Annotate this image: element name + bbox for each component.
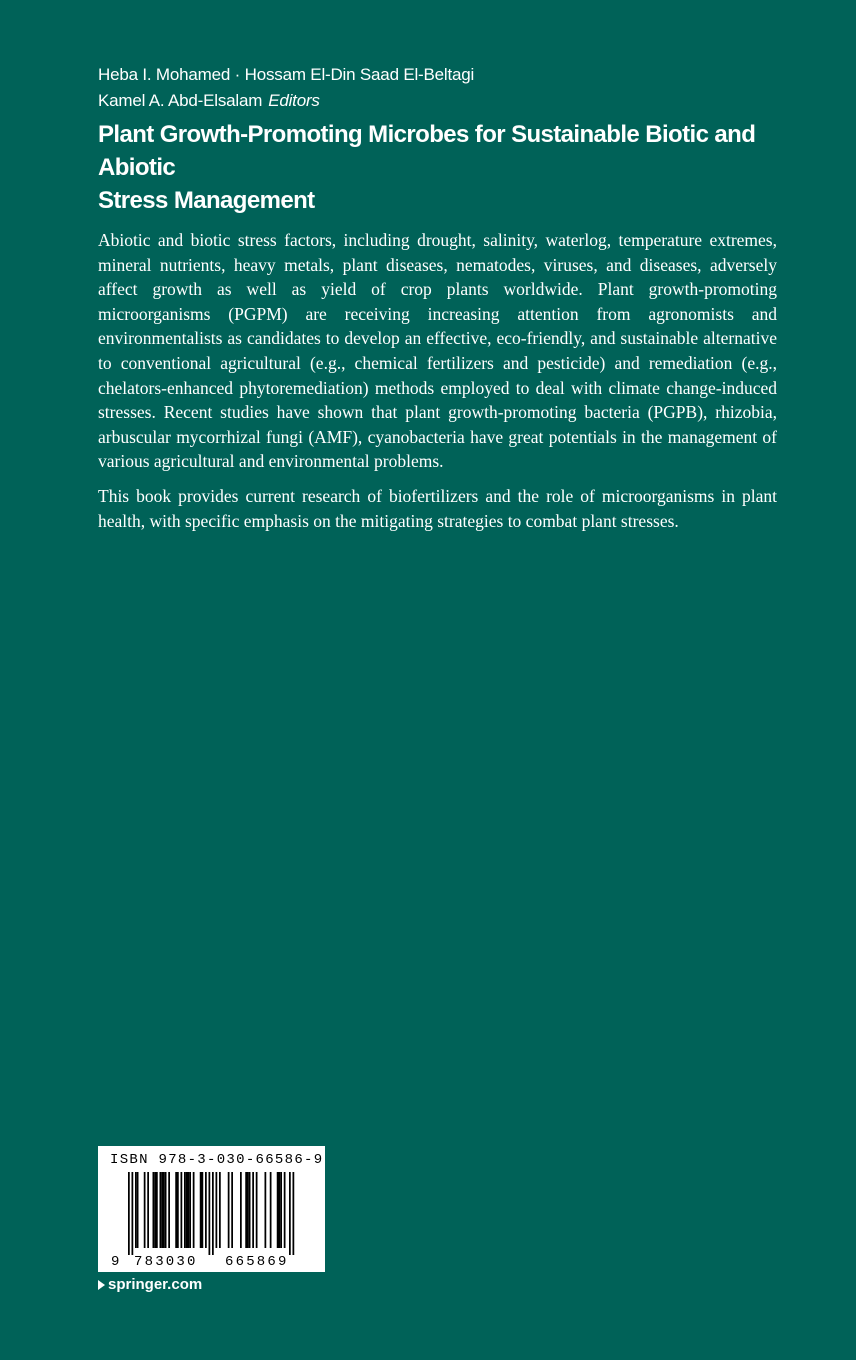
barcode-bar bbox=[147, 1172, 149, 1248]
publisher-url: springer.com bbox=[108, 1276, 203, 1293]
barcode-bar bbox=[144, 1172, 146, 1248]
blurb-paragraph-1: Abiotic and biotic stress factors, including drought, salinity, waterlog, temperature extremes, mineral nutrients, heavy metals, plant diseases, nematodes, viruses, and diseases, adversely affect growth as well as yield of crop plants worldwide. Plant growth-promoting microorganisms (PGPM) are receiving increasing attention from agronomists and environmentalists as candidates to develop an effective, eco-friendly, and sustainable alternative to conventional agricultural (e.g., chemical fertilizers and pesticide) and remediation (e.g., chelators-enhanced phytoremediation) methods employed to deal with climate change-induced stresses. Recent studies have shown that plant growth-promoting bacteria (PGPB), rhizobia, arbuscular mycorrhizal fungi (AMF), cyanobacteria have great potentials in the management of various agricultural and environmental problems. bbox=[98, 230, 777, 472]
barcode-bar bbox=[184, 1172, 186, 1248]
editors-block bbox=[98, 62, 798, 114]
barcode-bar bbox=[245, 1172, 247, 1248]
barcode-bar bbox=[165, 1172, 167, 1248]
barcode-bar bbox=[280, 1172, 282, 1248]
barcode-first-digit: 9 bbox=[111, 1254, 120, 1270]
book-blurb bbox=[98, 228, 777, 543]
barcode-bar bbox=[256, 1172, 258, 1248]
book-title-line-2: Stress Management bbox=[98, 187, 315, 214]
barcode-bar bbox=[153, 1172, 155, 1248]
barcode-bar bbox=[128, 1172, 130, 1255]
barcode-bar bbox=[163, 1172, 165, 1248]
barcode-bar bbox=[228, 1172, 230, 1248]
barcode-bar bbox=[175, 1172, 177, 1248]
editors-line-2 bbox=[98, 88, 798, 114]
barcode-bar bbox=[135, 1172, 137, 1248]
barcode-bar bbox=[168, 1172, 170, 1248]
barcode-bar bbox=[252, 1172, 254, 1248]
barcode-bar bbox=[200, 1172, 202, 1248]
barcode-bar bbox=[247, 1172, 249, 1248]
barcode-bars bbox=[128, 1172, 294, 1255]
blurb-paragraph-2: This book provides current research of biofertilizers and the role of microorganisms in plant health, with specific emphasis on the mitigating strategies to combat plant stresses. bbox=[98, 485, 777, 531]
barcode-bar bbox=[177, 1172, 179, 1248]
barcode-right-digits: 665869 bbox=[225, 1254, 289, 1270]
book-title bbox=[98, 118, 818, 217]
barcode-bar bbox=[193, 1172, 195, 1248]
barcode-bar bbox=[188, 1172, 190, 1248]
barcode-bar bbox=[284, 1172, 286, 1248]
barcode-left-digits: 783030 bbox=[134, 1254, 198, 1270]
barcode-bar bbox=[279, 1172, 281, 1248]
barcode-bar bbox=[202, 1172, 204, 1248]
barcode-bar bbox=[209, 1172, 211, 1255]
barcode-bar bbox=[154, 1172, 156, 1248]
editors-line-1: Heba I. Mohamed · Hossam El-Din Saad El-Beltagi bbox=[98, 65, 475, 84]
editor-name: Kamel A. Abd-Elsalam bbox=[98, 91, 263, 110]
barcode-bar bbox=[270, 1172, 272, 1248]
publisher-link[interactable] bbox=[98, 1276, 202, 1293]
barcode-bar bbox=[216, 1172, 218, 1248]
barcode-bar bbox=[161, 1172, 163, 1248]
triangle-right-icon bbox=[98, 1280, 105, 1290]
isbn-barcode bbox=[98, 1146, 325, 1272]
barcode-bar bbox=[293, 1172, 295, 1255]
barcode-bar bbox=[249, 1172, 251, 1248]
barcode-bar bbox=[189, 1172, 191, 1248]
barcode-bar bbox=[265, 1172, 267, 1248]
barcode-bar bbox=[231, 1172, 233, 1248]
barcode-bar bbox=[277, 1172, 279, 1248]
barcode-bar bbox=[289, 1172, 291, 1255]
barcode-bar bbox=[219, 1172, 221, 1248]
isbn-label: ISBN 978-3-030-66586-9 bbox=[110, 1152, 324, 1168]
barcode-bar bbox=[212, 1172, 214, 1255]
barcode-bar bbox=[240, 1172, 242, 1248]
editors-role: Editors bbox=[268, 91, 320, 110]
barcode-bar bbox=[132, 1172, 134, 1255]
barcode-bar bbox=[205, 1172, 207, 1248]
barcode-bar bbox=[160, 1172, 162, 1248]
book-title-line-1: Plant Growth-Promoting Microbes for Sustainable Biotic and Abiotic bbox=[98, 121, 756, 181]
barcode-bar bbox=[137, 1172, 139, 1248]
barcode-graphic bbox=[98, 1146, 325, 1272]
barcode-bar bbox=[186, 1172, 188, 1248]
barcode-bar bbox=[156, 1172, 158, 1248]
barcode-bar bbox=[181, 1172, 183, 1248]
